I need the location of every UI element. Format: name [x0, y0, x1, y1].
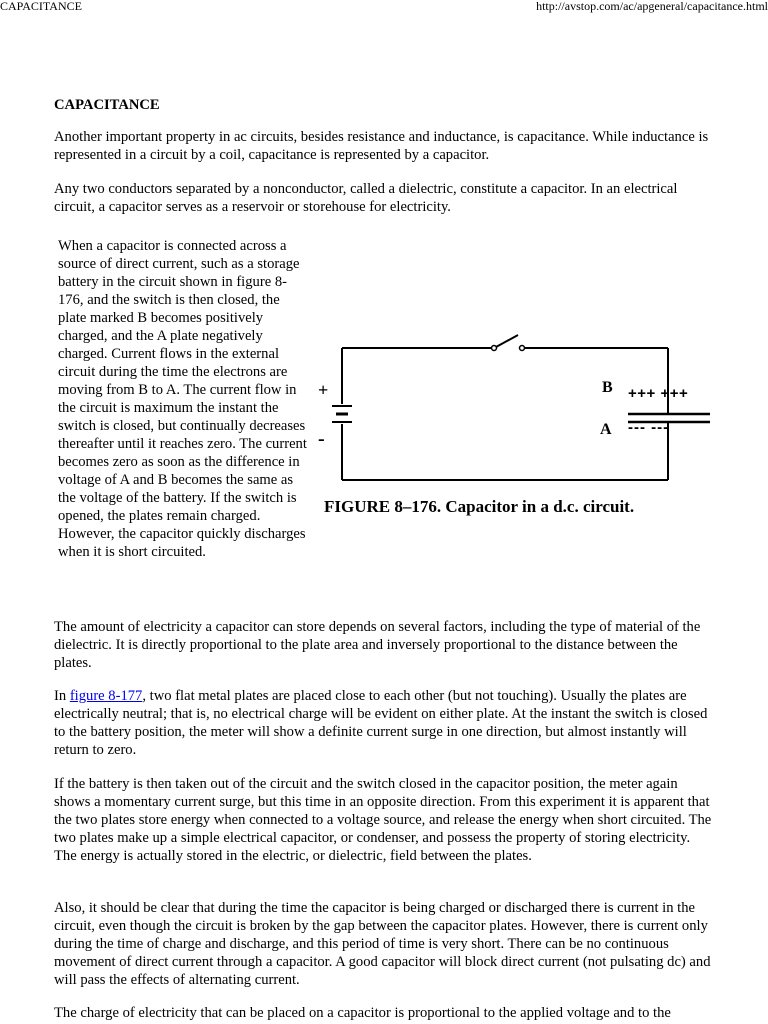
- negative-charge-marks: --- ---: [628, 419, 670, 436]
- plate-label-a: A: [600, 421, 612, 438]
- battery-minus-sign: -: [318, 428, 325, 450]
- figure-8-177-link[interactable]: figure 8-177: [69, 688, 143, 704]
- capacitor-circuit-diagram: [310, 322, 730, 522]
- switch-contact: [520, 346, 525, 351]
- paragraph-body: , two flat metal plates are placed close to each other (but not touching). Usually the plates are electrically neutral; that is, no electrical charge will be evident on either plate. At the instant the switch is closed to the battery position, the meter will show a definite current surge in one direction, but almost instantly will return to zero.: [54, 688, 708, 758]
- paragraph-battery-removed: If the battery is then taken out of the circuit and the switch closed in the capacitor position, the meter again shows a momentary current surge, but this time in an opposite direction. From this experiment it is apparent that the two plates store energy when connected to a voltage source, and release the energy when short circuited. The two plates make up a simple electrical capacitor, or condenser, and possess the property of storing electricity. The energy is actually stored in the electric, or dielectric, field between the plates.: [54, 776, 712, 864]
- page-title: CAPACITANCE: [54, 97, 160, 113]
- paragraph-charge-discharge: Also, it should be clear that during the time the capacitor is being charged or discharged there is current in the circuit, even though the circuit is broken by the gap between the capacitor plates. However, there is current only during the time of charge and discharge, and this period of time is very short. There can be no continuous movement of direct current through a capacitor. A good capacitor will block direct current (not pulsating dc) and will pass the effects of alternating current.: [54, 900, 711, 988]
- paragraph-intro: Another important property in ac circuits, besides resistance and inductance, is capacitance. While inductance is represented in a circuit by a coil, capacitance is represented by a capacitor.: [54, 129, 709, 163]
- page-header-url: http://avstop.com/ac/apgeneral/capacitance.html: [536, 0, 768, 13]
- positive-charge-marks: +++ +++: [628, 385, 689, 402]
- page-header-title: CAPACITANCE: [0, 0, 82, 13]
- figure-8-176: [310, 322, 730, 522]
- paragraph-figure-8-177: [54, 687, 714, 759]
- paragraph-factors: The amount of electricity a capacitor can store depends on several factors, including the type of material of the dielectric. It is directly proportional to the plate area and inversely proportional to the distance between the plates.: [54, 619, 701, 671]
- paragraph-prefix: In: [54, 688, 70, 704]
- paragraph-conductors: Any two conductors separated by a nonconductor, called a dielectric, constitute a capacitor. In an electrical circuit, a capacitor serves as a reservoir or storehouse for electricity.: [54, 181, 678, 215]
- paragraph-charge-proportional: The charge of electricity that can be placed on a capacitor is proportional to the applied voltage and to the: [54, 1005, 671, 1021]
- switch-blade: [496, 335, 518, 347]
- plate-label-b: B: [602, 379, 613, 396]
- figure-caption: FIGURE 8–176. Capacitor in a d.c. circuit.: [324, 497, 635, 516]
- battery-plus-sign: +: [318, 380, 329, 400]
- paragraph-dc-source: When a capacitor is connected across a source of direct current, such as a storage battery in the circuit shown in figure 8-176, and the switch is then closed, the plate marked B becomes positively charged, and the A plate negatively charged. Current flows in the external circuit during the time the electrons are moving from B to A. The current flow in the circuit is maximum the instant the switch is closed, but continually decreases thereafter until it reaches zero. The current becomes zero as soon as the difference in voltage of A and B becomes the same as the voltage of the battery. If the switch is opened, the plates remain charged. However, the capacitor quickly discharges when it is short circuited.: [58, 238, 307, 560]
